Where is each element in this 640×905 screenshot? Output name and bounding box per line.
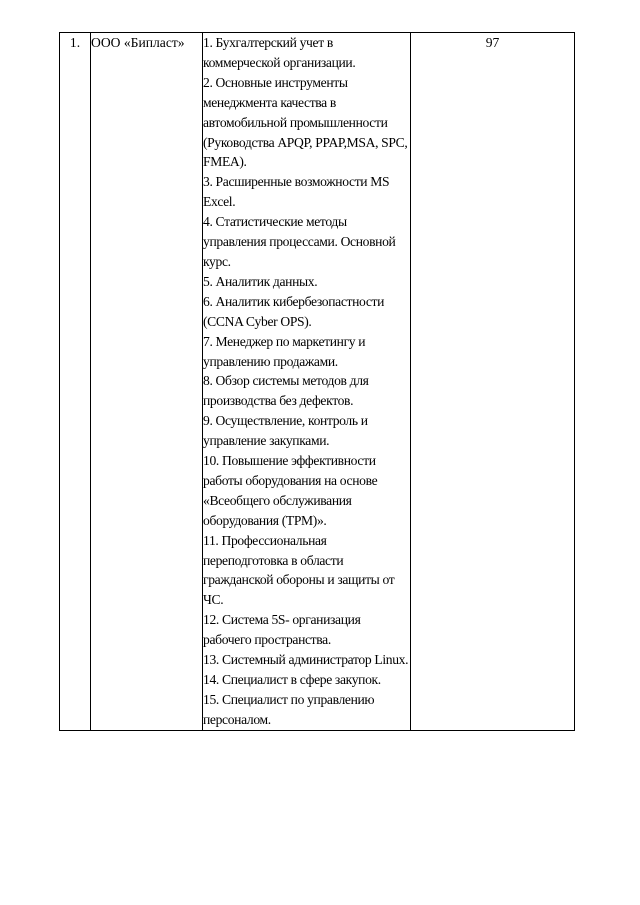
course-item: 14. Специалист в сфере закупок. [203,672,381,687]
organization-cell: ООО «Бипласт» [91,33,203,731]
course-item: 11. Профессиональная переподготовка в области гражданской обороны и защиты от ЧС. [203,532,395,608]
course-item: 8. Обзор системы методов для производства без дефектов. [203,373,369,409]
training-table [59,32,575,731]
course-item: 6. Аналитик кибербезопастности (CCNA Cyber OPS). [203,293,385,329]
course-item: 1. Бухгалтерский учет в коммерческой организации. [203,35,356,70]
courses-cell [203,33,411,731]
participants-count-cell: 97 [411,33,575,731]
course-item: 3. Расширенные возможности MS Excel. [203,174,390,210]
course-item: 7. Менеджер по маркетингу и управлению продажами. [203,333,366,369]
course-item: 9. Осуществление, контроль и управление закупками. [203,413,368,449]
course-item: 10. Повышение эффективности работы оборудования на основе «Всеобщего обслуживания оборудования (TPM)». [203,453,378,528]
course-item: 4. Статистические методы управления процессами. Основной курс. [203,214,396,269]
course-item: 12. Система 5S- организация рабочего пространства. [203,612,361,648]
course-item: 15. Специалист по управлению персоналом. [203,691,375,727]
course-item: 13. Системный администратор Linux. [203,652,409,668]
course-item: 5. Аналитик данных. [203,273,318,289]
course-item: 2. Основные инструменты менеджмента качества в автомобильной промышленности (Руководства APQP, PPAP,MSA, SPC, FMEA). [203,74,408,170]
table-row [60,33,575,731]
row-number-cell: 1. [60,33,91,731]
